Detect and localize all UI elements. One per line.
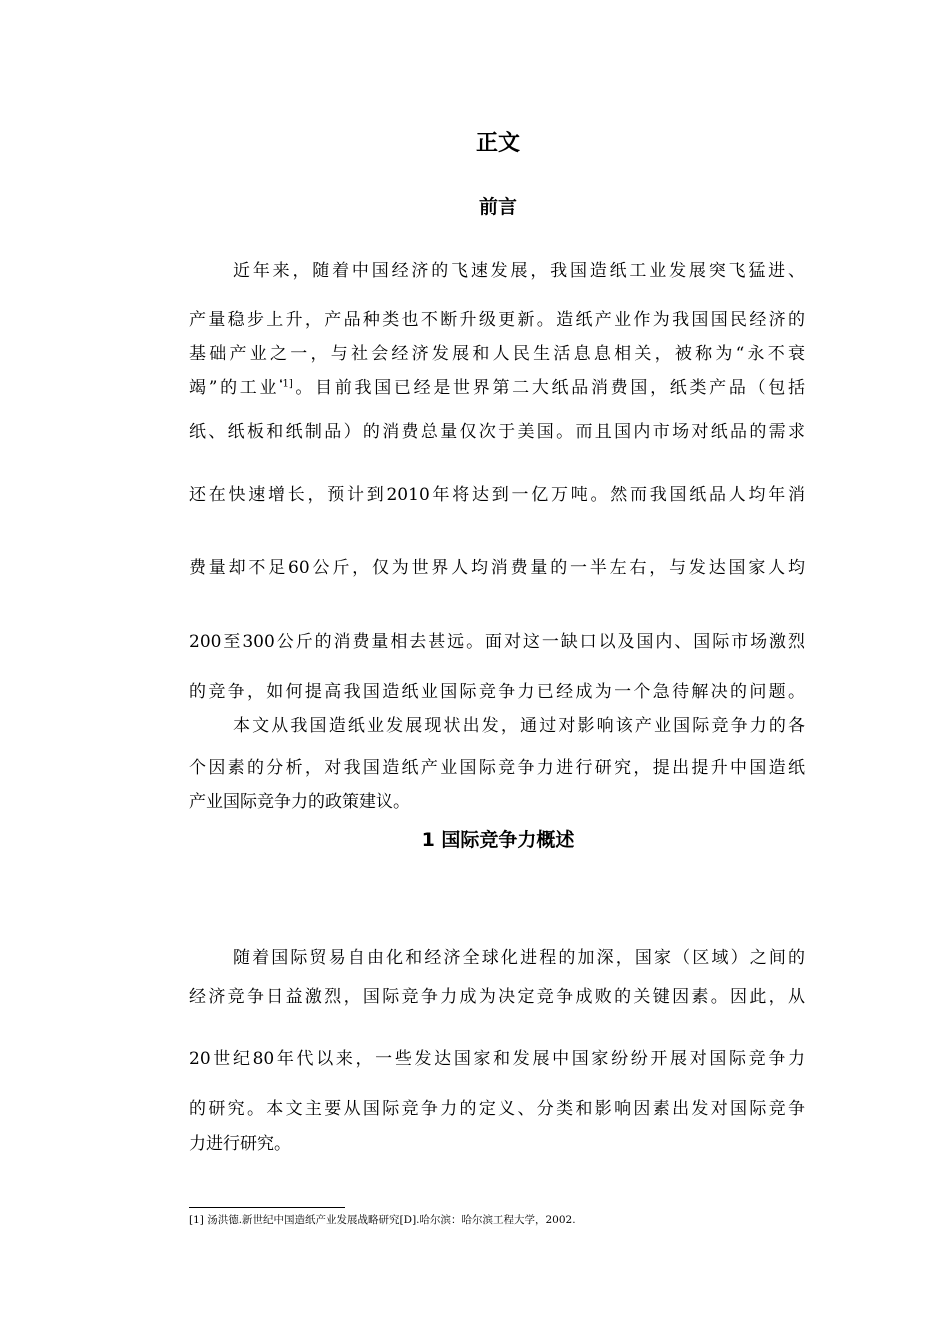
preface-p1-line-3: 基础产业之一，与社会经济发展和人民生活息息相关，被称为“永不衰 <box>189 344 805 364</box>
preface-p1-line-9: 的竞争，如何提高我国造纸业国际竞争力已经成为一个急待解决的问题。 <box>189 682 805 702</box>
preface-heading: 前言 <box>478 196 517 218</box>
footnote-reference[interactable] <box>279 378 293 389</box>
preface-p1-line-4 <box>189 376 805 400</box>
footnote-reference-glyph: ❛ <box>279 378 283 390</box>
footnote-text: 汤洪德.新世纪中国造纸产业发展战略研究[D].哈尔滨：哈尔滨工程大学，2002. <box>207 1214 576 1226</box>
footnote-reference-number: 1] <box>282 378 293 390</box>
section-1-heading: 1 国际竞争力概述 <box>421 829 575 851</box>
section-1-p1-line-2: 经济竞争日益激烈，国际竞争力成为决定竞争成败的关键因素。因此，从 <box>189 987 805 1007</box>
preface-p1-line-7: 费量却不足60公斤，仅为世界人均消费量的一半左右，与发达国家人均 <box>189 558 805 578</box>
footnote-separator <box>189 1207 345 1208</box>
section-1-p1-line-3: 20世纪80年代以来，一些发达国家和发展中国家纷纷开展对国际竞争力 <box>189 1049 805 1069</box>
section-1-p1-line-5: 力进行研究。 <box>189 1134 291 1154</box>
preface-p1-line-5: 纸、纸板和纸制品）的消费总量仅次于美国。而且国内市场对纸品的需求 <box>189 422 805 442</box>
preface-p2-line-3: 产业国际竞争力的政策建议。 <box>189 792 410 812</box>
page-title: 正文 <box>475 131 520 156</box>
preface-p2-line-1: 本文从我国造纸业发展现状出发，通过对影响该产业国际竞争力的各 <box>233 716 805 736</box>
footnote <box>189 1212 576 1228</box>
preface-p1-line-2: 产量稳步上升，产品种类也不断升级更新。造纸产业作为我国国民经济的 <box>189 310 805 330</box>
section-1-p1-line-1: 随着国际贸易自由化和经济全球化进程的加深，国家（区域）之间的 <box>233 948 805 968</box>
footnote-marker: [1] <box>189 1214 204 1226</box>
preface-p1-line-4-start: 竭”的工业 <box>189 378 280 398</box>
section-1-p1-line-4: 的研究。本文主要从国际竞争力的定义、分类和影响因素出发对国际竞争 <box>189 1099 805 1119</box>
preface-p1-line-4-end: 。目前我国已经是世界第二大纸品消费国，纸类产品（包括 <box>292 378 805 398</box>
preface-p1-line-6: 还在快速增长，预计到2010年将达到一亿万吨。然而我国纸品人均年消 <box>189 485 805 505</box>
preface-p2-line-2: 个因素的分析，对我国造纸产业国际竞争力进行研究，提出提升中国造纸 <box>189 758 805 778</box>
preface-p1-line-8: 200至300公斤的消费量相去甚远。面对这一缺口以及国内、国际市场激烈 <box>189 632 805 652</box>
preface-p1-line-1: 近年来，随着中国经济的飞速发展，我国造纸工业发展突飞猛进、 <box>233 261 805 281</box>
